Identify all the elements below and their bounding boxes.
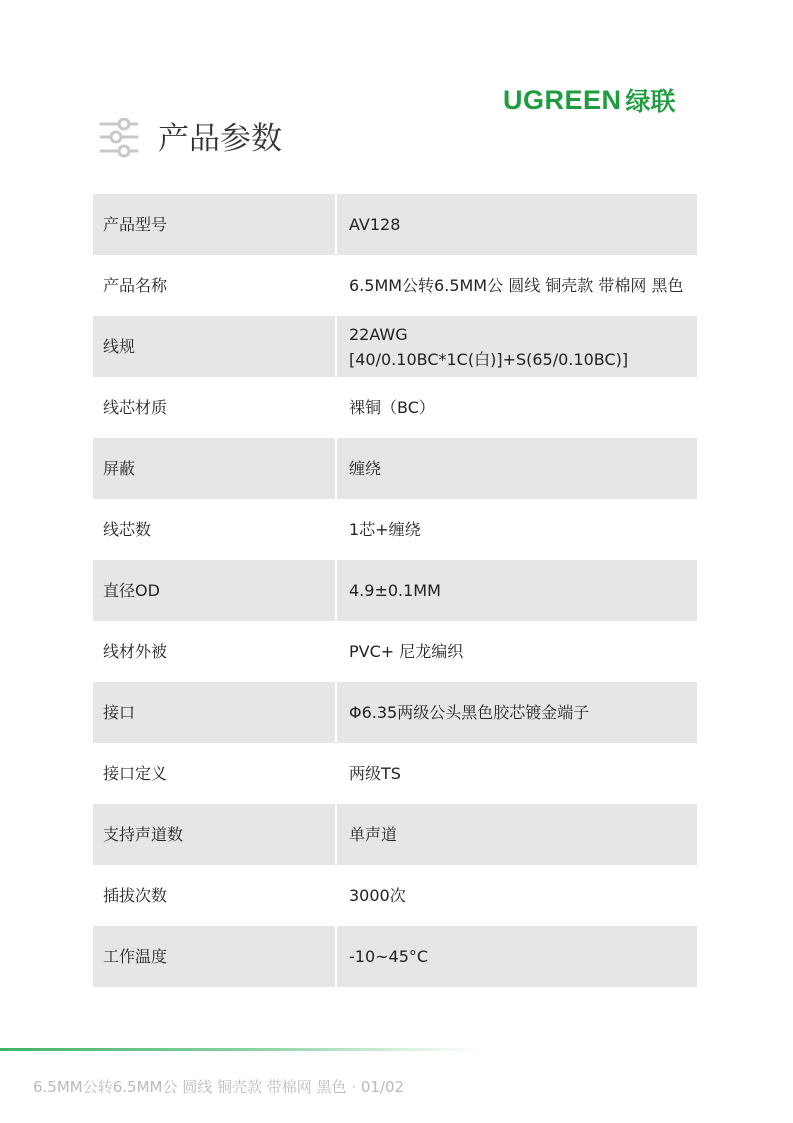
spec-value: 单声道 bbox=[337, 804, 697, 865]
spec-label: 支持声道数 bbox=[93, 804, 335, 865]
spec-label: 直径OD bbox=[93, 560, 335, 621]
spec-label: 线芯材质 bbox=[103, 398, 168, 417]
spec-value: 裸铜（BC） bbox=[349, 398, 435, 417]
spec-label: 产品型号 bbox=[93, 194, 335, 255]
page-title: 产品参数 bbox=[158, 121, 282, 157]
spec-table bbox=[93, 194, 697, 987]
spec-value: -10~45°C bbox=[337, 926, 697, 987]
spec-label: 线材外被 bbox=[103, 642, 168, 661]
spec-label: 工作温度 bbox=[93, 926, 335, 987]
spec-value: 缠绕 bbox=[337, 438, 697, 499]
spec-row bbox=[93, 865, 697, 926]
spec-row bbox=[93, 255, 697, 316]
spec-value: AV128 bbox=[337, 194, 697, 255]
spec-value: 两级TS bbox=[349, 764, 401, 783]
spec-row bbox=[93, 438, 697, 499]
spec-value: 22AWG [40/0.10BC*1C(白)]+S(65/0.10BC)] bbox=[337, 316, 697, 377]
spec-value: Φ6.35两级公头黑色胶芯镀金端子 bbox=[337, 682, 697, 743]
spec-row bbox=[93, 743, 697, 804]
logo-text-cn: 绿联 bbox=[625, 87, 676, 116]
spec-row bbox=[93, 194, 697, 255]
spec-value: 1芯+缠绕 bbox=[349, 520, 421, 539]
footer-text: 6.5MM公转6.5MM公 圆线 铜壳款 带棉网 黑色 · 01/02 bbox=[33, 1078, 405, 1096]
spec-value: 3000次 bbox=[349, 886, 406, 905]
spec-value: PVC+ 尼龙编织 bbox=[349, 642, 464, 661]
logo-text-en: UGREEN bbox=[503, 84, 622, 115]
sliders-icon bbox=[98, 118, 140, 158]
footer-divider bbox=[0, 1048, 480, 1051]
spec-value: 6.5MM公转6.5MM公 圆线 铜壳款 带棉网 黑色 bbox=[349, 276, 684, 295]
spec-label: 产品名称 bbox=[103, 276, 168, 295]
spec-label: 接口 bbox=[93, 682, 335, 743]
spec-row bbox=[93, 804, 697, 865]
spec-row bbox=[93, 682, 697, 743]
spec-label: 接口定义 bbox=[103, 764, 168, 783]
spec-row bbox=[93, 316, 697, 377]
spec-row bbox=[93, 926, 697, 987]
spec-label: 线规 bbox=[93, 316, 335, 377]
spec-row bbox=[93, 560, 697, 621]
spec-label: 屏蔽 bbox=[93, 438, 335, 499]
spec-row bbox=[93, 377, 697, 438]
spec-value: 4.9±0.1MM bbox=[337, 560, 697, 621]
spec-row bbox=[93, 621, 697, 682]
spec-label: 线芯数 bbox=[103, 520, 152, 539]
spec-row bbox=[93, 499, 697, 560]
spec-label: 插拔次数 bbox=[103, 886, 168, 905]
ugreen-logo bbox=[503, 84, 676, 116]
